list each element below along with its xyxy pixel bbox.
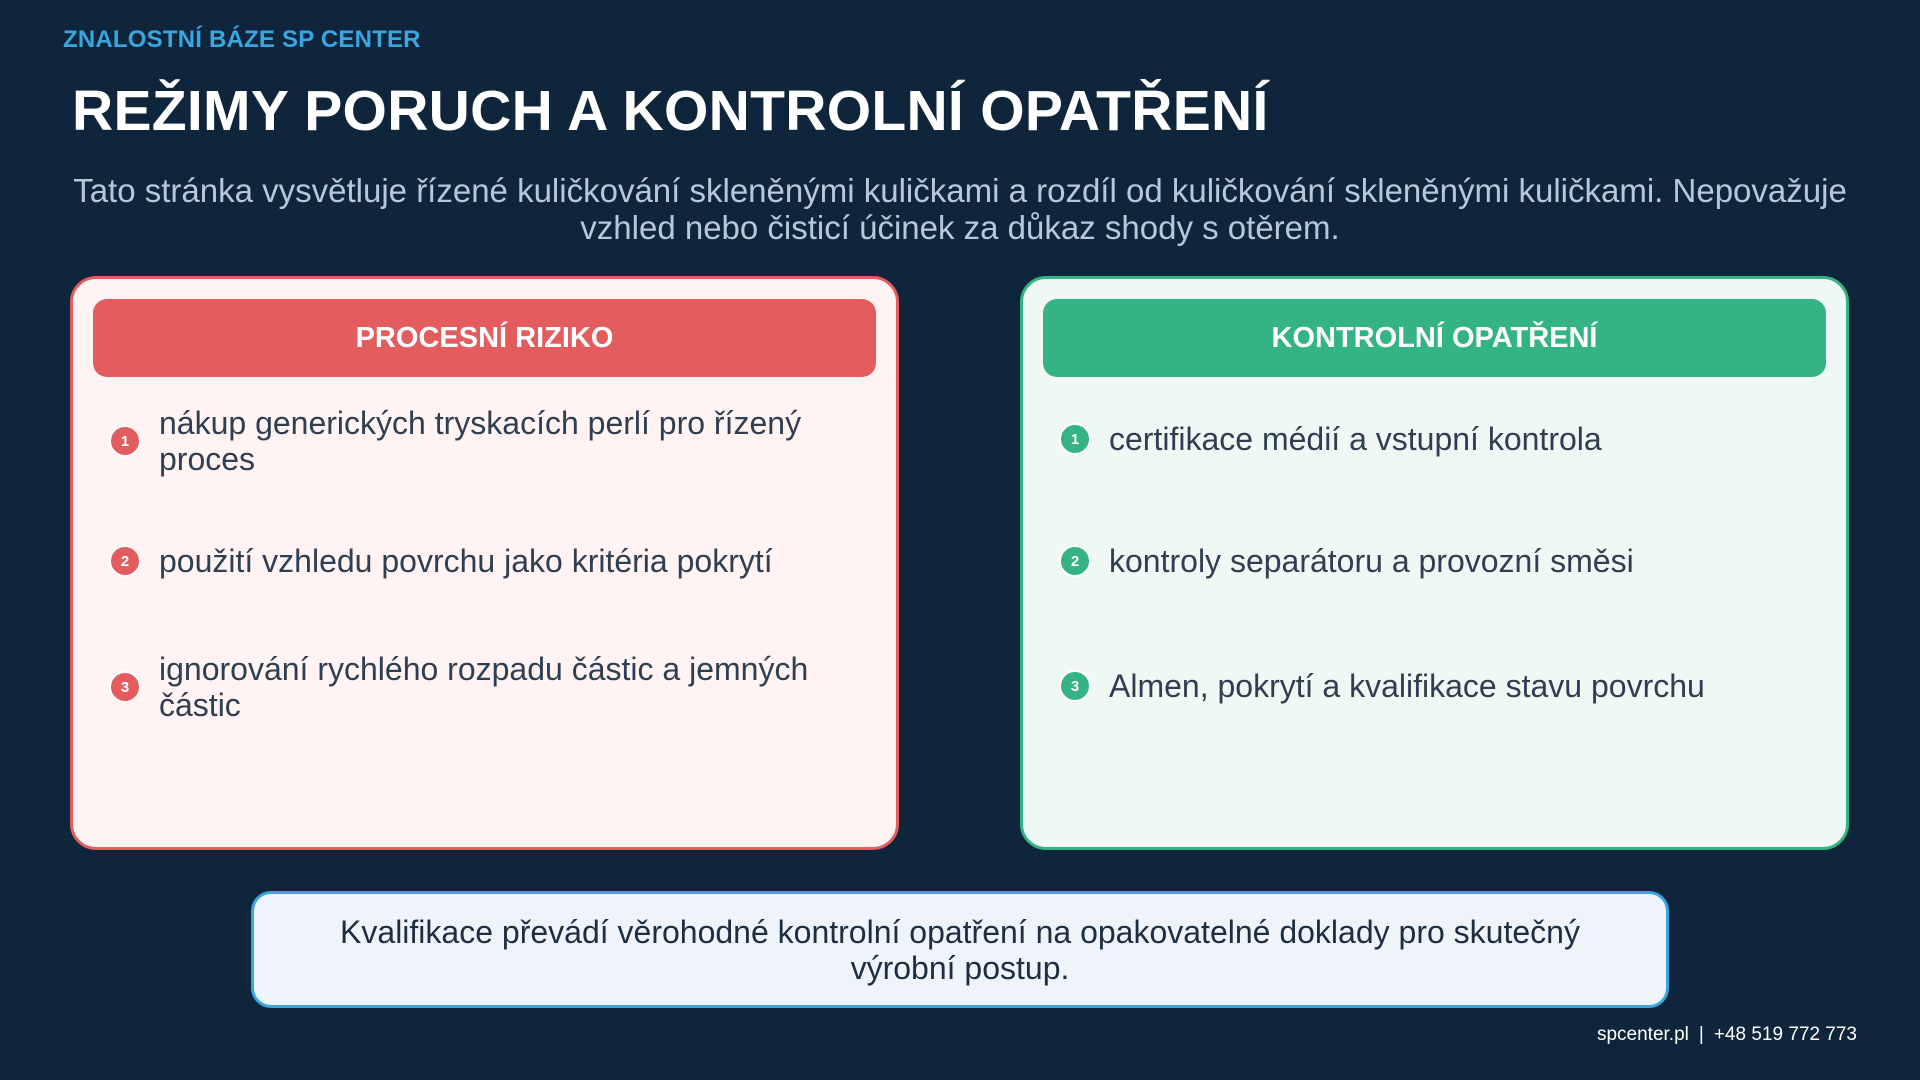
number-badge: 3 bbox=[1059, 670, 1091, 702]
number-badge: 1 bbox=[109, 425, 141, 457]
risk-item-text: ignorování rychlého rozpadu částic a jemných částic bbox=[159, 651, 809, 723]
footer-separator: | bbox=[1698, 1024, 1704, 1045]
control-item bbox=[1059, 543, 1829, 579]
risk-item bbox=[109, 651, 879, 723]
control-item-text: certifikace médií a vstupní kontrola bbox=[1109, 421, 1602, 457]
kicker-label: ZNALOSTNÍ BÁZE SP CENTER bbox=[63, 26, 421, 53]
number-badge: 1 bbox=[1059, 423, 1091, 455]
footer-phone[interactable]: +48 519 772 773 bbox=[1713, 1024, 1857, 1045]
qualification-note-text: Kvalifikace převádí věrohodné kontrolní opatření na opakovatelné doklady pro skutečný výrobní postup. bbox=[340, 913, 1580, 986]
control-panel-heading: KONTROLNÍ OPATŘENÍ bbox=[1043, 299, 1826, 377]
footer-website[interactable]: spcenter.pl bbox=[1596, 1024, 1689, 1045]
risk-panel-heading: PROCESNÍ RIZIKO bbox=[93, 299, 876, 377]
page-title: REŽIMY PORUCH A KONTROLNÍ OPATŘENÍ bbox=[72, 79, 1269, 143]
footer-contact bbox=[1597, 1024, 1857, 1046]
control-item-text: Almen, pokrytí a kvalifikace stavu povrchu bbox=[1109, 668, 1705, 704]
page-subtitle: Tato stránka vysvětluje řízené kuličkování skleněnými kuličkami a rozdíl od kuličkování skleněnými kuličkami. Nepovažuje vzhled nebo čisticí účinek za důkaz shody s otěrem. bbox=[73, 172, 1847, 246]
risk-item-text: použití vzhledu povrchu jako kritéria pokrytí bbox=[159, 543, 773, 579]
risk-panel bbox=[70, 276, 899, 850]
risk-item-text: nákup generických tryskacích perlí pro řízený proces bbox=[159, 405, 802, 477]
qualification-note bbox=[251, 891, 1669, 1008]
risk-item bbox=[109, 543, 879, 579]
number-badge: 2 bbox=[109, 545, 141, 577]
control-item bbox=[1059, 668, 1829, 704]
number-badge: 2 bbox=[1059, 545, 1091, 577]
control-panel bbox=[1020, 276, 1849, 850]
control-item bbox=[1059, 421, 1829, 457]
control-item-text: kontroly separátoru a provozní směsi bbox=[1109, 543, 1634, 579]
number-badge: 3 bbox=[109, 671, 141, 703]
risk-item bbox=[109, 405, 879, 477]
